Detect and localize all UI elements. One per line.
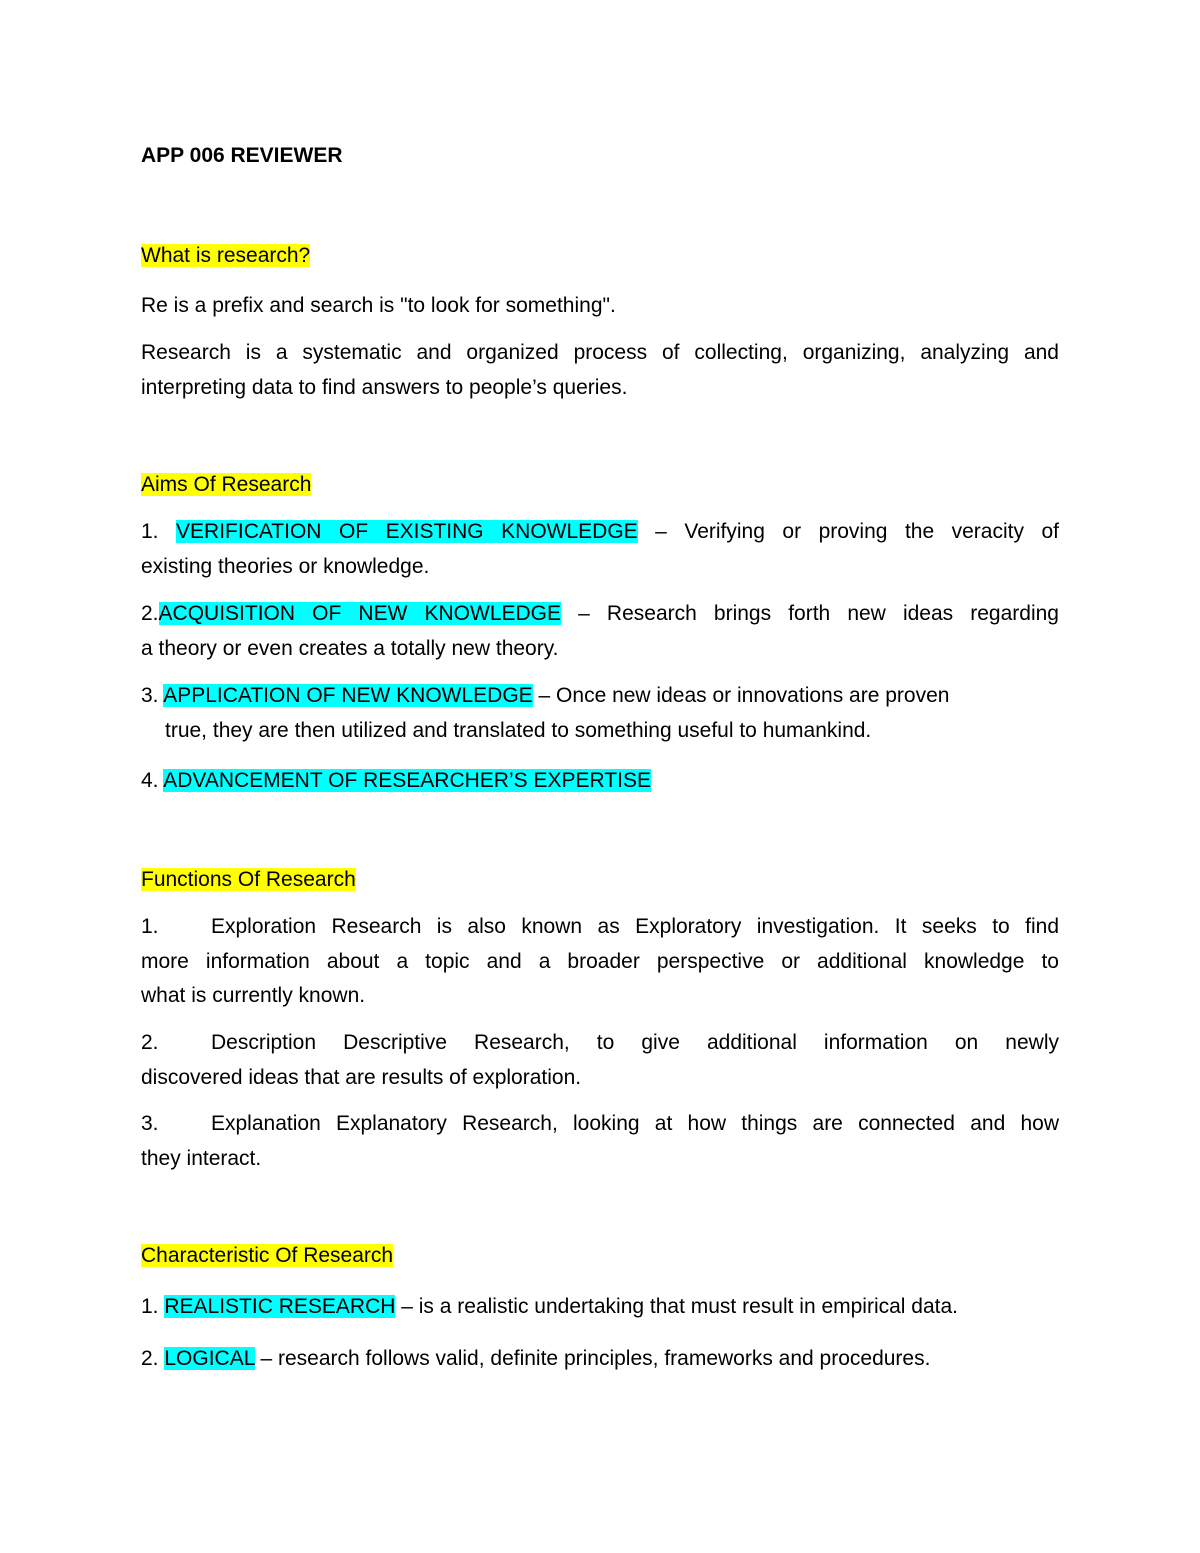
document-title: APP 006 REVIEWER: [141, 144, 343, 167]
section-heading-functions: [141, 862, 1059, 897]
section-heading-aims: [141, 467, 1059, 502]
item-number: 2.: [141, 1031, 159, 1054]
section-heading-characteristics: [141, 1238, 1059, 1273]
paragraph-definition-line1: Research is a systematic and organized process of collecting, organizing, analyzing and: [141, 341, 1059, 364]
term-highlight: ACQUISITION OF NEW KNOWLEDGE: [158, 602, 562, 625]
item-number: 1.: [141, 1295, 159, 1318]
item-number: 2.: [141, 602, 159, 625]
functions-item-1-line2: more information about a topic and a broader perspective or additional knowledge to: [141, 950, 1059, 973]
item-text: – research follows valid, definite principles, frameworks and procedures.: [254, 1347, 931, 1370]
item-text: – Research brings forth new ideas regarding: [561, 602, 1059, 625]
item-text: Exploration Research is also known as Exploratory investigation. It seeks to find: [211, 915, 1059, 938]
section-heading-what-is-research: [141, 238, 1059, 273]
item-number: 3.: [141, 684, 159, 707]
functions-item-1-line3: what is currently known.: [141, 984, 366, 1007]
aims-item-1-line2: existing theories or knowledge.: [141, 555, 430, 578]
item-text: Explanation Explanatory Research, looking at how things are connected and how: [211, 1112, 1059, 1135]
heading-highlight: Aims Of Research: [141, 473, 312, 496]
item-text: – is a realistic undertaking that must result in empirical data.: [395, 1295, 959, 1318]
aims-item-3-line1: [141, 678, 1059, 713]
characteristics-item-1: [141, 1289, 1059, 1324]
functions-item-3-line2: they interact.: [141, 1147, 262, 1170]
item-text: – Verifying or proving the veracity of: [637, 520, 1059, 543]
functions-item-2-line1: [141, 1025, 1059, 1060]
term-highlight: ADVANCEMENT OF RESEARCHER’S EXPERTISE: [163, 769, 651, 792]
aims-item-1-line1: [141, 514, 1059, 549]
aims-item-2-line2: a theory or even creates a totally new theory.: [141, 637, 559, 660]
functions-item-1-line1: [141, 909, 1059, 944]
item-number: 3.: [141, 1112, 159, 1135]
characteristics-item-2: [141, 1341, 1059, 1376]
heading-highlight: Characteristic Of Research: [141, 1244, 394, 1267]
term-highlight: LOGICAL: [164, 1347, 255, 1370]
aims-item-4: [141, 763, 1059, 798]
item-number: 2.: [141, 1347, 159, 1370]
term-highlight: REALISTIC RESEARCH: [164, 1295, 396, 1318]
aims-item-2-line1: [141, 596, 1059, 631]
aims-item-3-line2: true, they are then utilized and translated to something useful to humankind.: [165, 719, 872, 742]
functions-item-2-line2: discovered ideas that are results of exploration.: [141, 1066, 582, 1089]
functions-item-3-line1: [141, 1106, 1059, 1141]
item-text: – Once new ideas or innovations are proven: [532, 684, 950, 707]
paragraph-definition-line2: interpreting data to find answers to people’s queries.: [141, 376, 628, 399]
item-text: Description Descriptive Research, to give additional information on newly: [211, 1031, 1059, 1054]
term-highlight: VERIFICATION OF EXISTING KNOWLEDGE: [176, 520, 638, 543]
item-number: 1.: [141, 915, 159, 938]
item-number: 1.: [141, 520, 159, 543]
term-highlight: APPLICATION OF NEW KNOWLEDGE: [163, 684, 533, 707]
heading-highlight: Functions Of Research: [141, 868, 356, 891]
heading-highlight: What is research?: [141, 244, 311, 267]
item-number: 4.: [141, 769, 159, 792]
paragraph-definition-prefix: Re is a prefix and search is "to look for something".: [141, 294, 616, 317]
